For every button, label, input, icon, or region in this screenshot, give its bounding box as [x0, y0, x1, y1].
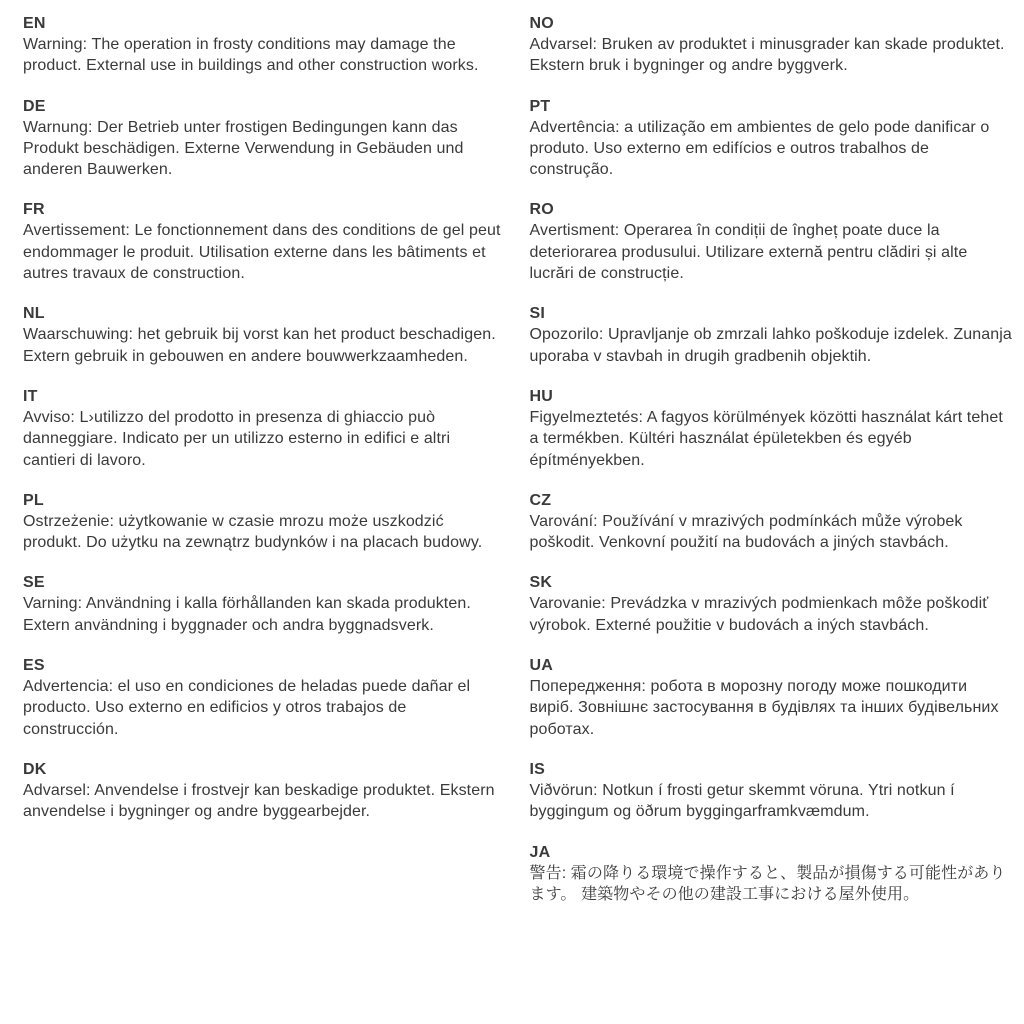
warning-section-it: [23, 386, 506, 471]
language-code-nl: NL: [23, 305, 45, 323]
warning-text-ja: 警告: 霜の降りる環境で操作すると、製品が損傷する可能性があります。 建築物やその他の建設工事における屋外使用。: [529, 864, 1006, 903]
warning-section-ro: [530, 199, 1013, 284]
warning-text-se: Varning: Användning i kalla förhållanden kan skada produkten. Extern användning i byggnader och andra byggnadsverk.: [23, 595, 471, 634]
warning-section-si: [530, 303, 1013, 367]
language-code-no: NO: [529, 15, 554, 32]
language-code-en: EN: [23, 15, 46, 32]
warning-text-pt: Advertência: a utilização em ambientes de gelo pode danificar o produto. Uso externo em edifícios e outros trabalhos de construção.: [529, 118, 990, 179]
warning-section-is: [530, 759, 1013, 823]
language-code-ja: JA: [529, 843, 551, 861]
language-code-de: DE: [23, 97, 46, 115]
warning-text-hu: Figyelmeztetés: A fagyos körülmények közötti használat kárt tehet a termékben. Kültéri használat épületekben és egyéb építményekben.: [529, 408, 1003, 469]
language-code-se: SE: [23, 574, 45, 592]
language-code-is: IS: [529, 760, 546, 778]
warning-section-cz: [530, 490, 1013, 554]
warning-text-ua: Попередження: робота в морозну погоду може пошкодити виріб. Зовнішнє застосування в будівлях та інших будівельних роботах.: [529, 678, 999, 738]
warning-section-hu: [530, 386, 1013, 471]
warning-section-ua: [530, 655, 1013, 740]
warning-text-si: Opozorilo: Upravljanje ob zmrzali lahko poškoduje izdelek. Zunanja uporaba v stavbah in drugih gradbenih objektih.: [529, 326, 1012, 365]
warning-text-fr: Avertissement: Le fonctionnement dans des conditions de gel peut endommager le produit. Utilisation externe dans les bâtiments et autres travaux de construction.: [23, 222, 501, 283]
warning-text-en: Warning: The operation in frosty conditions may damage the product. External use in buildings and other construction works.: [23, 36, 479, 75]
language-code-hu: HU: [529, 387, 554, 405]
warning-text-is: Viðvörun: Notkun í frosti getur skemmt vöruna. Ytri notkun í byggingum og öðrum byggingarframkvæmdum.: [529, 781, 955, 821]
language-code-pt: PT: [529, 97, 551, 115]
warning-text-no: Advarsel: Bruken av produktet i minusgrader kan skade produktet. Ekstern bruk i bygninger og andre byggverk.: [529, 36, 1005, 75]
warning-text-cz: Varování: Používání v mrazivých podmínkách může výrobek poškodit. Venkovní použití na budovách a jiných stavbách.: [529, 512, 963, 552]
warning-text-de: Warnung: Der Betrieb unter frostigen Bedingungen kann das Produkt beschädigen. Externe Verwendung in Gebäuden und anderen Bauwerken.: [23, 118, 464, 179]
warning-section-pl: [23, 490, 506, 554]
warning-text-nl: Waarschuwing: het gebruik bij vorst kan het product beschadigen. Extern gebruik in gebouwen en andere bouwwerkzaamheden.: [23, 326, 496, 365]
warning-section-de: [23, 96, 506, 181]
warning-section-nl: [23, 303, 506, 367]
warning-section-es: [23, 655, 506, 740]
warning-text-it: Avviso: L›utilizzo del prodotto in presenza di ghiaccio può danneggiare. Indicato per un utilizzo esterno in edifici e altri cantieri di lavoro.: [23, 408, 451, 469]
language-code-ro: RO: [529, 201, 554, 219]
warning-text-sk: Varovanie: Prevádzka v mrazivých podmienkach môže poškodiť výrobok. Externé použitie v budovách a iných stavbách.: [529, 595, 989, 634]
language-code-cz: CZ: [529, 491, 552, 509]
warning-text-dk: Advarsel: Anvendelse i frostvejr kan beskadige produktet. Ekstern anvendelse i bygninger og andre byggearbejder.: [23, 781, 495, 821]
warning-section-se: [23, 572, 506, 636]
warning-text-pl: Ostrzeżenie: użytkowanie w czasie mrozu może uszkodzić produkt. Do użytku na zewnątrz budynków i na placach budowy.: [23, 512, 483, 552]
warning-section-no: [530, 13, 1013, 77]
language-code-fr: FR: [23, 201, 45, 219]
warning-section-en: [23, 13, 506, 77]
warning-text-es: Advertencia: el uso en condiciones de heladas puede dañar el producto. Uso externo en edificios y otros trabajos de construcción.: [23, 678, 471, 738]
language-code-sk: SK: [529, 574, 553, 592]
warning-section-dk: [23, 759, 506, 823]
language-code-es: ES: [23, 657, 45, 675]
warning-section-pt: [530, 96, 1013, 181]
language-code-pl: PL: [23, 491, 44, 509]
language-code-dk: DK: [23, 760, 47, 778]
language-code-si: SI: [529, 305, 546, 323]
right-column: [530, 13, 1013, 924]
warning-text-ro: Avertisment: Operarea în condiții de îngheț poate duce la deteriorarea produsului. Utilizare externă pentru clădiri și alte lucrări de construcție.: [529, 222, 968, 283]
language-code-it: IT: [23, 387, 38, 405]
language-code-ua: UA: [529, 657, 554, 675]
warning-section-sk: [530, 572, 1013, 636]
left-column: [23, 13, 506, 924]
warning-section-ja: [530, 842, 1013, 906]
warning-section-fr: [23, 199, 506, 284]
